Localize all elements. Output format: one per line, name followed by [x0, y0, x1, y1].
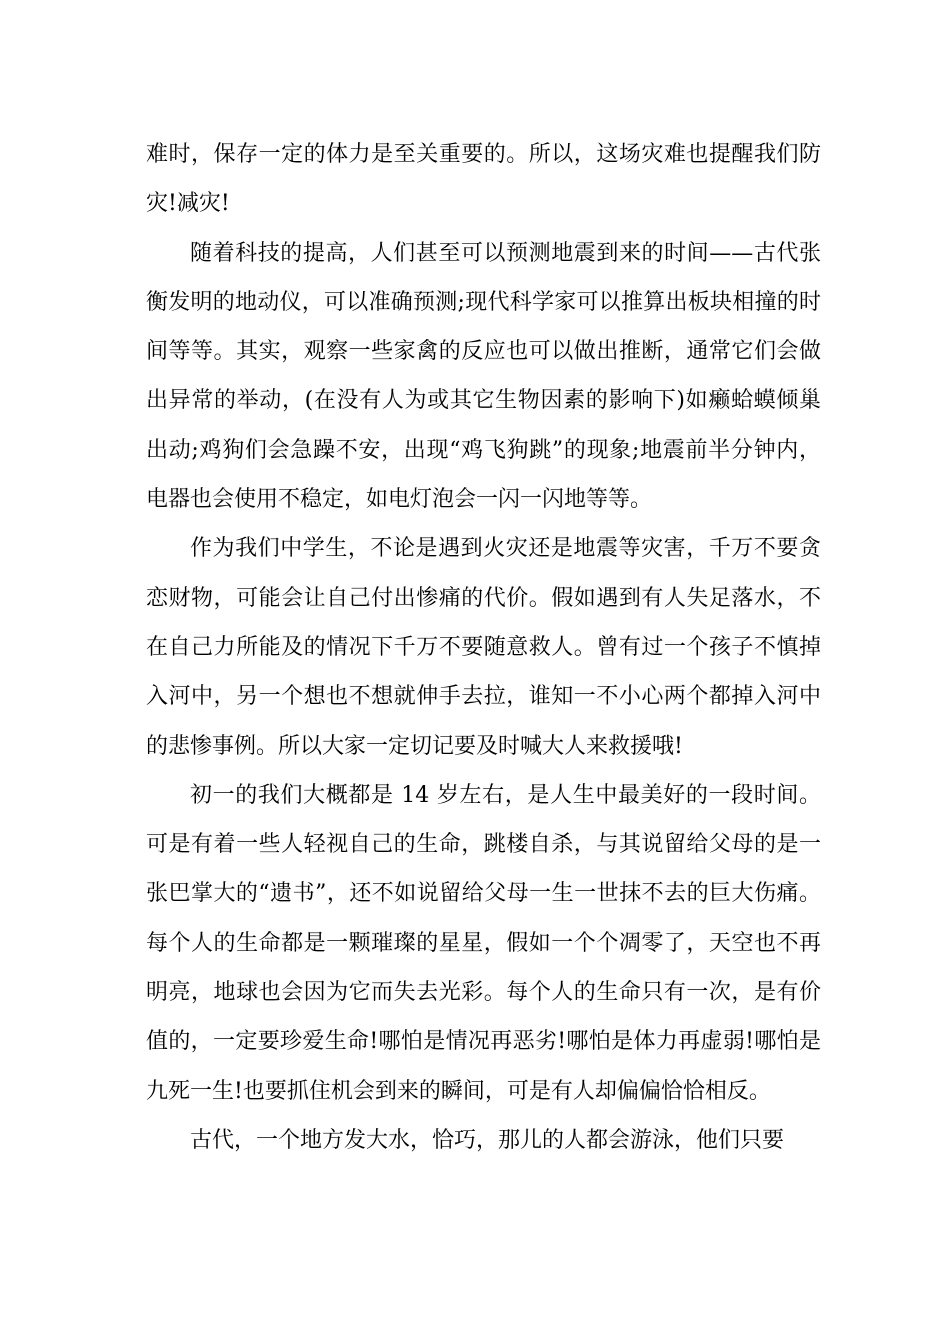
text-line: 伤痛。每个人的生命都是一颗璀璨的星星，假如一个个凋零了，天 — [146, 881, 821, 956]
paragraph-1 — [146, 130, 821, 229]
text-line: 空也不再明亮，地球也会因为它而失去光彩。每个人的生命只有一 — [146, 930, 821, 1006]
text-line: 前半分钟内，电器也会使用不稳定，如电灯泡会一闪一闪地等等。 — [146, 437, 821, 513]
text-line: 一张巴掌大的“遗书”，还不如说留给父母一生一世抹不去的巨大 — [146, 832, 821, 907]
paragraph-2 — [146, 229, 821, 525]
text-line: 再虚弱!哪怕是九死一生!也要抓住机会到来的瞬间，可是有人却偏 — [146, 1029, 822, 1104]
text-line: 次，是有价值的，一定要珍爱生命!哪怕是情况再恶劣!哪怕是体力 — [146, 980, 821, 1055]
text-line: 贪恋财物，可能会让自己付出惨痛的代价。假如遇到有人失足落水， — [146, 536, 821, 611]
text-line: 古代，一个地方发大水，恰巧，那儿的人都会游泳，他们只要 — [190, 1127, 785, 1153]
text-line: 初一的我们大概都是 14 岁左右，是人生中最美好的一段时间。 — [190, 782, 821, 808]
text-line: 的时间等等。其实，观察一些家禽的反应也可以做出推断，通常它 — [146, 289, 821, 365]
text-line: 们会做出异常的举动，(在没有人为或其它生物因素的影响下)如癞 — [146, 339, 821, 414]
text-line: 入河中的悲惨事例。所以大家一定切记要及时喊大人来救援哦! — [146, 684, 821, 759]
text-line: 蛤蟆倾巢出动;鸡狗们会急躁不安，出现“鸡飞狗跳”的现象;地震 — [146, 388, 821, 463]
text-line: 偏恰恰相反。 — [638, 1078, 771, 1104]
document-body — [146, 130, 821, 1165]
text-line: 作为我们中学生，不论是遇到火灾还是地震等灾害，千万不要 — [190, 536, 799, 562]
paragraph-4 — [146, 771, 821, 1116]
text-line: 张衡发明的地动仪，可以准确预测;现代科学家可以推算出板块相撞 — [146, 240, 821, 315]
text-line: 不在自己力所能及的情况下千万不要随意救人。曾有过一个孩子不 — [146, 585, 821, 660]
text-line: 难时，保存一定的体力是至关重要的。所以，这场灾难也提醒我们 — [146, 142, 799, 167]
paragraph-5 — [146, 1116, 821, 1165]
text-line: 防灾!减灾! — [146, 142, 821, 217]
paragraph-3 — [146, 524, 821, 770]
text-line: 可是有着一些人轻视自己的生命，跳楼自杀，与其说留给父母的是 — [146, 832, 799, 858]
text-line: 慎掉入河中，另一个想也不想就伸手去拉，谁知一不小心两个都掉 — [146, 634, 821, 710]
text-line: 随着科技的提高，人们甚至可以预测地震到来的时间——古代 — [190, 240, 799, 266]
